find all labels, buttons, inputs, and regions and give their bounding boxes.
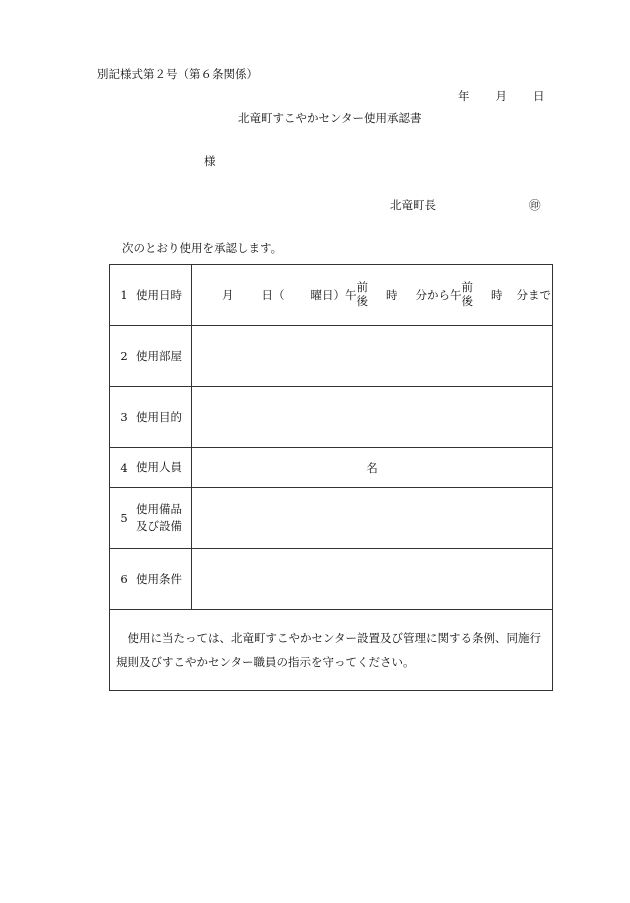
notice-cell — [110, 610, 553, 691]
row-label — [110, 488, 192, 549]
datetime-cell — [192, 265, 553, 326]
dt-ampm-bottom: 後 — [356, 293, 368, 308]
row-label — [110, 387, 192, 448]
dt-weekday: 曜日） — [310, 288, 345, 302]
row-number: 2 — [120, 349, 128, 363]
form-label: 別記様式第２号（第６条関係） — [97, 67, 258, 81]
purpose-cell — [192, 387, 553, 448]
dt-minute-until: 分まで — [516, 288, 551, 302]
dt-ampm-top: 前 — [356, 279, 368, 294]
dt-ampm-prefix: 午 — [345, 288, 357, 302]
dt-day: 日（ — [261, 288, 285, 302]
date-month: 月 — [495, 89, 507, 103]
row-number: 5 — [120, 511, 128, 525]
row-label-text: 使用日時 — [136, 287, 182, 302]
date-year: 年 — [458, 89, 470, 103]
conditions-cell — [192, 549, 553, 610]
row-label — [110, 549, 192, 610]
table-row — [110, 549, 553, 610]
table-row — [110, 610, 553, 691]
approval-table — [109, 264, 553, 691]
row-label-text — [136, 501, 182, 535]
dt-minute-from: 分から — [415, 288, 450, 302]
issuer-name: 北竜町長 — [390, 198, 436, 212]
row-label-text: 使用人員 — [136, 460, 182, 474]
table-row — [110, 488, 553, 549]
row-label-line: 使用備品 — [136, 502, 182, 516]
intro-text: 次のとおり使用を承認します。 — [122, 241, 283, 255]
row-label-line: 及び設備 — [136, 519, 182, 533]
dt-ampm-prefix-end: 午 — [450, 288, 462, 302]
row-label — [110, 448, 192, 488]
room-cell — [192, 326, 553, 387]
document-title: 北竜町すこやかセンター使用承認書 — [238, 111, 422, 125]
dt-ampm-top-end: 前 — [461, 279, 473, 294]
row-number: 4 — [120, 460, 128, 475]
table-row — [110, 326, 553, 387]
dt-hour-end: 時 — [491, 288, 503, 302]
seal-mark: ㊞ — [529, 198, 541, 212]
row-label — [110, 326, 192, 387]
equipment-cell — [192, 488, 553, 549]
row-number: 1 — [120, 288, 128, 302]
dt-ampm-start — [357, 280, 369, 308]
dt-ampm-end — [462, 280, 474, 308]
row-number: 6 — [120, 572, 128, 586]
table-row — [110, 387, 553, 448]
addressee-suffix: 様 — [204, 154, 216, 168]
dt-hour-start: 時 — [386, 288, 398, 302]
date-line — [458, 88, 545, 104]
table-row — [110, 265, 553, 326]
persons-cell — [192, 448, 553, 488]
table-row — [110, 448, 553, 488]
persons-unit: 名 — [366, 460, 378, 475]
dt-month: 月 — [222, 288, 234, 302]
row-number: 3 — [120, 410, 128, 424]
row-label-text: 使用条件 — [136, 571, 182, 586]
date-day: 日 — [533, 89, 545, 103]
row-label-text: 使用目的 — [136, 409, 182, 424]
row-label — [110, 265, 192, 326]
row-label-text: 使用部屋 — [136, 348, 182, 363]
notice-text: 使用に当たっては、北竜町すこやかセンター設置及び管理に関する条例、同施行規則及びすこやかセンター職員の指示を守ってください。 — [116, 631, 542, 669]
dt-ampm-bottom-end: 後 — [461, 293, 473, 308]
